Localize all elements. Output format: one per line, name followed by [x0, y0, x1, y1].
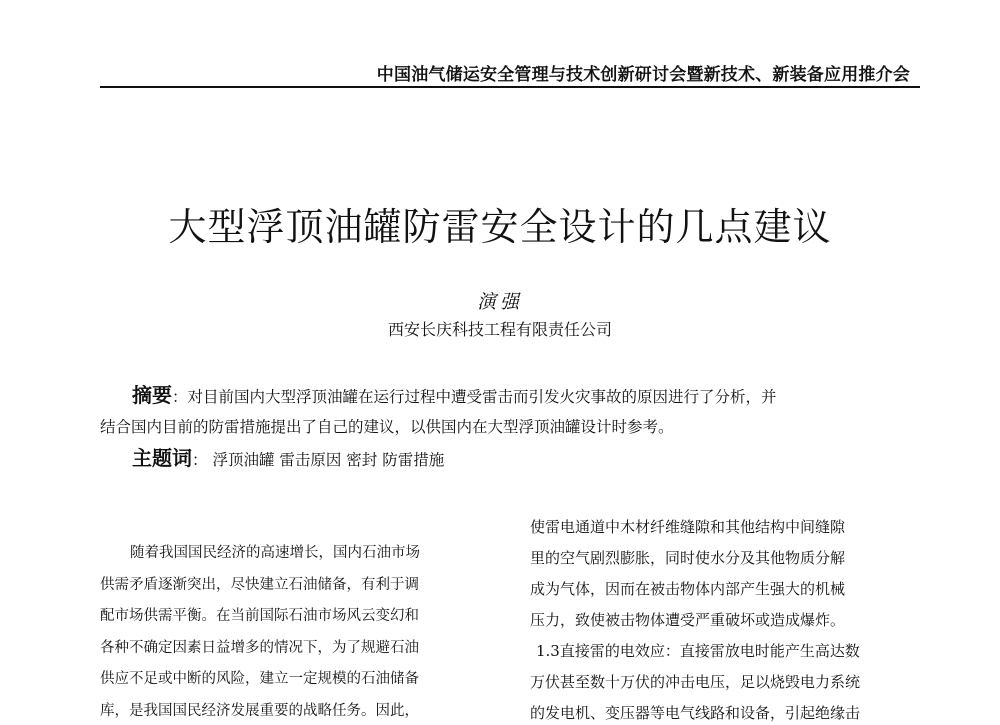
body-right-column [530, 512, 930, 725]
running-header: 中国油气储运安全管理与技术创新研讨会暨新技术、新装备应用推介会 [376, 65, 910, 85]
body-line: 各种不确定因素日益增多的情况下，为了规避石油 [100, 639, 419, 656]
abstract-separator: ： [172, 388, 188, 406]
author-name: 演强 [476, 291, 523, 313]
body-left-column [100, 538, 500, 725]
paper-title: 大型浮顶油罐防雷安全设计的几点建议 [168, 205, 832, 249]
body-line: 里的空气剧烈膨胀，同时使水分及其他物质分解 [530, 549, 846, 567]
body-line: 随着我国国民经济的高速增长，国内石油市场 [130, 545, 420, 561]
body-line: 压力，致使被击物体遭受严重破坏或造成爆炸。 [530, 611, 846, 629]
body-line: 成为气体，因而在被击物体内部产生强大的机械 [530, 580, 846, 598]
abstract-line-2: 结合国内目前的防雷措施提出了自己的建议，以供国内在大型浮顶油罐设计时参考。 [100, 418, 674, 436]
abstract-line-1 [100, 383, 777, 407]
abstract-label: 摘要 [132, 383, 172, 407]
keywords-label: 主题词 [132, 446, 192, 470]
body-line: 1.3直接雷的电效应：直接雷放电时能产生高达数 [536, 642, 860, 660]
abstract [100, 380, 920, 442]
keywords-text: 浮顶油罐 雷击原因 密封 防雷措施 [212, 451, 445, 469]
body-line: 使雷电通道中木材纤维缝隙和其他结构中间缝隙 [530, 518, 846, 536]
body-line: 库，是我国国民经济发展重要的战略任务。因此， [100, 702, 419, 719]
keywords-separator: ： [192, 451, 208, 469]
abstract-text-1: 对目前国内大型浮顶油罐在运行过程中遭受雷击而引发火灾事故的原因进行了分析，并 [187, 388, 777, 406]
keywords [132, 443, 912, 475]
body-line: 的发电机、变压器等电气线路和设备，引起绝缘击 [530, 704, 861, 722]
header-rule [100, 86, 920, 88]
body-line: 供应不足或中断的风险，建立一定规模的石油储备 [100, 671, 419, 687]
body-line: 配市场供需平衡。在当前国际石油市场风云变幻和 [100, 608, 419, 624]
body-line: 万伏甚至数十万伏的冲击电压，足以烧毁电力系统 [530, 673, 861, 691]
body-line: 供需矛盾逐渐突出，尽快建立石油储备，有利于调 [100, 576, 419, 593]
author-affiliation: 西安长庆科技工程有限责任公司 [387, 320, 612, 339]
